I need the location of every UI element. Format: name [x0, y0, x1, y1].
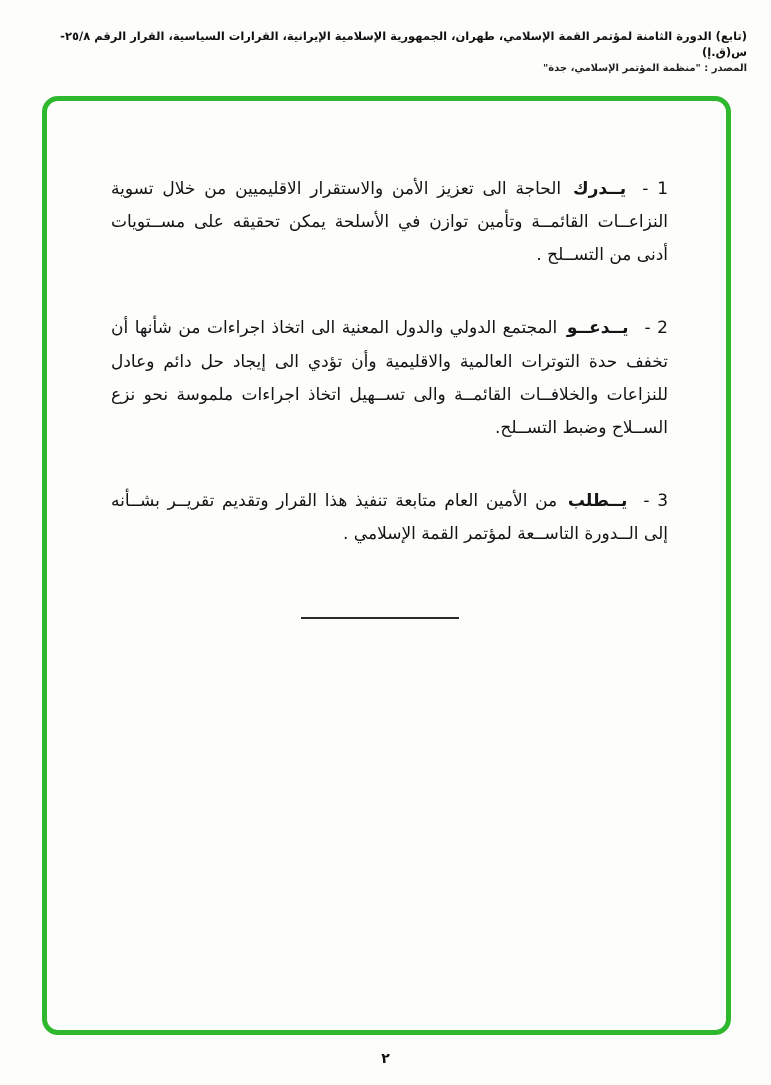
- list-item-3: [111, 485, 668, 551]
- item-number: 3 -: [643, 490, 669, 511]
- item-number: 1 -: [642, 179, 669, 199]
- item-text: المجتمع الدولي والدول المعنية الى اتخاذ اجراءات من شأنها أن تخفف حدة التوترات العالمية والاقليمية وأن تؤدي الى إيجاد حل دائم وعادل للنزاعات والخلافــات القائمــة والى تســهيل اتخاذ اجراءات ملموسة نحو نزع الســلاح وضبط التســلح.: [111, 318, 668, 438]
- header-source: المصدر : "منظمة المؤتمر الإسلامي، جدة": [542, 63, 747, 75]
- page-number: ٢: [381, 1051, 390, 1067]
- list-item-1: [111, 173, 668, 272]
- document-header: [40, 28, 747, 74]
- header-title: (تابع) الدورة الثامنة لمؤتمر القمة الإسلامي، طهران، الجمهورية الإسلامية الإيرانية، القرارات السياسية، القرار الرقم ٢٥/٨-س(ق.إ): [60, 29, 747, 60]
- section-divider: [301, 617, 459, 619]
- content-frame: [42, 96, 731, 1035]
- item-lead-word: يــطلب: [567, 490, 628, 511]
- item-lead-word: يــدرك: [573, 179, 627, 199]
- list-item-2: [111, 312, 668, 445]
- item-number: 2 -: [644, 318, 668, 339]
- item-lead-word: يــدعــو: [566, 318, 629, 339]
- item-text: من الأمين العام متابعة تنفيذ هذا القرار وتقديم تقريــر بشــأنه إلى الــدورة التاســعة لمؤتمر القمة الإسلامي .: [111, 490, 668, 545]
- item-text: الحاجة الى تعزيز الأمن والاستقرار الاقليميين من خلال تسوية النزاعــات القائمــة وتأمين توازن في الأسلحة يمكن تحقيقه على مســتويات أدنى من التســلح .: [111, 179, 668, 266]
